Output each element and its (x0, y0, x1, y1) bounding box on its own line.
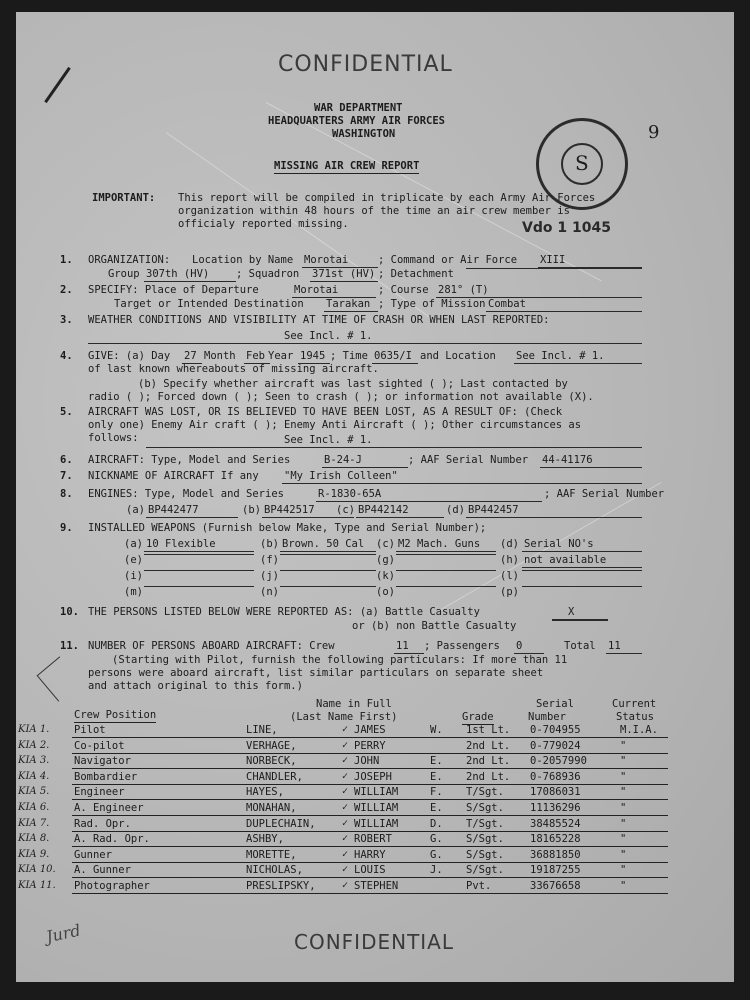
weapon-n-field (280, 586, 376, 587)
weapon-e-field (144, 554, 254, 555)
dept-line-1: WAR DEPARTMENT (314, 102, 403, 114)
row-kia-note: KIA 3. (18, 755, 50, 766)
confidential-stamp-bottom: CONFIDENTIAL (294, 930, 455, 954)
weapon-p-field (522, 586, 642, 587)
row-rule-line (72, 784, 668, 785)
number-line-2: (Starting with Pilot, furnish the following particulars: If more than 11 (112, 654, 568, 666)
lost-line-1: AIRCRAFT WAS LOST, OR IS BELIEVED TO HAVE BEEN LOST, AS A RESULT OF: (Check (88, 406, 563, 418)
row-rule-line (72, 846, 668, 847)
location-field: Morotai (302, 254, 378, 268)
target-field: Tarakan (324, 298, 378, 312)
row-kia-note: KIA 1. (18, 724, 50, 735)
weapon-p-label: (p) (500, 586, 519, 598)
important-label: IMPORTANT: (92, 192, 156, 204)
row-status: " (620, 771, 627, 783)
row-last-name: VERHAGE, (246, 740, 297, 752)
time-field: 0635/I (372, 350, 418, 364)
row-grade: 2nd Lt. (466, 771, 511, 783)
row-middle-initial: J. (430, 864, 443, 876)
group-label: Group (108, 268, 140, 280)
handwritten-scribble (37, 656, 82, 701)
dept-line-2: HEADQUARTERS ARMY AIR FORCES (268, 115, 446, 127)
row-status: " (620, 755, 627, 767)
engines-label: ENGINES: Type, Model and Series (88, 488, 284, 500)
weapon-g-label: (g) (376, 554, 395, 566)
item-10-number: 10. (60, 606, 79, 618)
header-name-2: (Last Name First) (290, 711, 398, 723)
row-first-name: WILLIAM (354, 818, 399, 830)
row-grade: S/Sgt. (466, 849, 504, 861)
crew-field: 11 (394, 640, 424, 654)
engine-b-field: BP442517 (262, 504, 354, 518)
weapon-h-field: not available (522, 554, 642, 568)
row-serial: 0-704955 (530, 724, 581, 736)
row-rule-line (72, 815, 668, 816)
weapon-h-label: (h) (500, 554, 519, 566)
row-last-name: NICHOLAS, (246, 864, 303, 876)
row-last-name: CHANDLER, (246, 771, 303, 783)
row-grade: S/Sgt. (466, 802, 504, 814)
passengers-field: 0 (514, 640, 544, 654)
row-status: " (620, 818, 627, 830)
weapon-c-label: (c) (376, 538, 395, 550)
row-grade: 2nd Lt. (466, 755, 511, 767)
row-position: Engineer (74, 786, 125, 798)
give-line-2: of last known whereabouts of missing aircraft. (88, 363, 379, 375)
give-line-4: radio ( ); Forced down ( ); Seen to crash ( ); or information not available (X). (88, 391, 594, 403)
weapon-k-field (396, 570, 496, 571)
row-position: Gunner (74, 849, 112, 861)
engines-serial-label: ; AAF Serial Number (544, 488, 665, 500)
item-8-number: 8. (60, 488, 73, 500)
header-grade: Grade (462, 711, 494, 723)
seal-caption: Vdo 1 1045 (522, 220, 611, 236)
aircraft-field: B-24-J (322, 454, 408, 468)
row-serial: 17086031 (530, 786, 581, 798)
weapon-l-field (522, 570, 642, 571)
check-mark-icon: ✓ (342, 740, 349, 751)
detachment-field (466, 268, 642, 269)
time-label: ; Time (330, 350, 368, 362)
engines-field: R-1830-65A (316, 488, 542, 502)
check-mark-icon: ✓ (342, 818, 349, 829)
check-mark-icon: ✓ (342, 833, 349, 844)
row-kia-note: KIA 5. (18, 786, 50, 797)
row-first-name: WILLIAM (354, 802, 399, 814)
row-serial: 18165228 (530, 833, 581, 845)
nickname-field: "My Irish Colleen" (282, 470, 642, 484)
row-first-name: JOSEPH (354, 771, 392, 783)
weapon-g-field (396, 554, 496, 555)
lost-line-2: only one) Enemy Air craft ( ); Enemy Anti Aircraft ( ); Other circumstances as (88, 419, 582, 431)
row-last-name: DUPLECHAIN, (246, 818, 316, 830)
row-middle-initial: E. (430, 802, 443, 814)
weapon-d-field: Serial NO's (522, 538, 642, 552)
weapon-d-label: (d) (500, 538, 519, 550)
row-position: Rad. Opr. (74, 818, 131, 830)
row-position: Co-pilot (74, 740, 125, 752)
handwritten-signature: Jurd (44, 920, 83, 947)
row-grade: 2nd Lt. (466, 740, 511, 752)
row-serial: 0-779024 (530, 740, 581, 752)
important-line-3: officialy reported missing. (178, 218, 349, 230)
weapon-a-field: 10 Flexible (144, 538, 254, 552)
total-field: 11 (606, 640, 642, 654)
number-label: NUMBER OF PERSONS ABOARD AIRCRAFT: Crew (88, 640, 335, 652)
row-rule-line (72, 799, 668, 800)
item-11-number: 11. (60, 640, 79, 652)
row-last-name: NORBECK, (246, 755, 297, 767)
dept-line-3: WASHINGTON (332, 128, 396, 140)
item-3-number: 3. (60, 314, 73, 326)
row-rule-line (72, 862, 668, 863)
row-rule-line (72, 831, 668, 832)
row-grade: S/Sgt. (466, 833, 504, 845)
check-mark-icon: ✓ (342, 802, 349, 813)
row-first-name: PERRY (354, 740, 386, 752)
header-serial-1: Serial (536, 698, 574, 710)
target-label: Target or Intended Destination (114, 298, 304, 310)
row-status: " (620, 833, 627, 845)
row-middle-initial: F. (430, 786, 443, 798)
weapon-i-field (144, 570, 254, 571)
check-mark-icon: ✓ (342, 880, 349, 891)
confidential-stamp-top: CONFIDENTIAL (278, 52, 453, 77)
weapon-f-label: (f) (260, 554, 279, 566)
item-7-number: 7. (60, 470, 73, 482)
total-label: Total (564, 640, 596, 652)
month-field: Feb (244, 350, 270, 364)
engine-a-label: (a) (126, 504, 145, 516)
weapon-m-field (144, 586, 254, 587)
engine-d-label: (d) (446, 504, 465, 516)
header-status-2: Status (616, 711, 654, 723)
row-position: Navigator (74, 755, 131, 767)
row-position: Pilot (74, 724, 106, 736)
row-rule-line (72, 893, 668, 894)
weapon-j-field (280, 570, 376, 571)
row-kia-note: KIA 6. (18, 802, 50, 813)
row-serial: 38485524 (530, 818, 581, 830)
mission-field: Combat (486, 298, 642, 312)
nickname-label: NICKNAME OF AIRCRAFT If any (88, 470, 259, 482)
row-serial: 36881850 (530, 849, 581, 861)
year-field: 1945 (298, 350, 330, 364)
weapon-f-field (280, 554, 376, 555)
row-rule-line (72, 768, 668, 769)
item-2-number: 2. (60, 284, 73, 296)
row-rule-line (72, 737, 668, 738)
course-label: ; Course (378, 284, 429, 296)
row-first-name: JOHN (354, 755, 380, 767)
weapon-l-label: (l) (500, 570, 519, 582)
engine-a-field: BP442477 (146, 504, 238, 518)
weapon-o-label: (o) (376, 586, 395, 598)
engine-d-field: BP442457 (466, 504, 642, 518)
give-line-3: (b) Specify whether aircraft was last sighted ( ); Last contacted by (138, 378, 568, 390)
engine-c-field: BP442142 (356, 504, 444, 518)
row-last-name: LINE, (246, 724, 278, 736)
row-grade: T/Sgt. (466, 786, 504, 798)
weather-field: See Incl. # 1. (88, 330, 642, 344)
row-middle-initial: G. (430, 849, 443, 861)
year-label: Year (268, 350, 294, 362)
month-label: Month (204, 350, 236, 362)
row-kia-note: KIA 11. (18, 880, 56, 891)
check-mark-icon: ✓ (342, 755, 349, 766)
number-line-4: and attach original to this form.) (88, 680, 303, 692)
row-kia-note: KIA 7. (18, 818, 50, 829)
weapon-b-field: Brown. 50 Cal (280, 538, 376, 552)
pen-mark (44, 67, 71, 103)
row-last-name: PRESLIPSKY, (246, 880, 316, 892)
row-kia-note: KIA 10. (18, 864, 56, 875)
row-middle-initial: W. (430, 724, 443, 736)
organization-label: ORGANIZATION: (88, 254, 171, 266)
give-label: GIVE: (a) Day (88, 350, 171, 362)
row-rule-line (72, 753, 668, 754)
handwritten-mark: 9 (648, 122, 660, 143)
row-status: " (620, 849, 627, 861)
squadron-field: 371st (HV) (310, 268, 378, 282)
weapons-label: INSTALLED WEAPONS (Furnish below Make, Type and Serial Number); (88, 522, 487, 534)
row-grade: Pvt. (466, 880, 492, 892)
weapon-i-label: (i) (124, 570, 143, 582)
engine-b-label: (b) (242, 504, 261, 516)
row-kia-note: KIA 2. (18, 740, 50, 751)
non-battle-field (552, 620, 608, 621)
row-grade: 1st Lt. (466, 724, 511, 736)
important-line-2: organization within 48 hours of the time an air crew member is (178, 205, 570, 217)
row-kia-note: KIA 9. (18, 849, 50, 860)
persons-line-2: or (b) non Battle Casualty (352, 620, 517, 632)
location-label: Location by Name (192, 254, 294, 266)
mission-label: ; Type of Mission (378, 298, 486, 310)
number-line-3: persons were aboard aircraft, list similar particulars on separate sheet (88, 667, 544, 679)
battle-casualty-field: X (552, 606, 608, 620)
location-4-field: See Incl. # 1. (514, 350, 642, 364)
row-grade: T/Sgt. (466, 818, 504, 830)
item-1-number: 1. (60, 254, 73, 266)
weapon-a-label: (a) (124, 538, 143, 550)
squadron-label: ; Squadron (236, 268, 300, 280)
row-status: " (620, 740, 627, 752)
header-position: Crew Position (74, 709, 157, 721)
row-position: A. Gunner (74, 864, 131, 876)
received-seal (536, 118, 628, 210)
item-4-number: 4. (60, 350, 73, 362)
detachment-label: ; Detachment (378, 268, 454, 280)
row-middle-initial: E. (430, 771, 443, 783)
row-middle-initial: D. (430, 818, 443, 830)
row-last-name: MORETTE, (246, 849, 297, 861)
check-mark-icon: ✓ (342, 724, 349, 735)
row-status: " (620, 786, 627, 798)
row-first-name: STEPHEN (354, 880, 399, 892)
course-field: 281° (T) (436, 284, 642, 298)
row-last-name: MONAHAN, (246, 802, 297, 814)
row-kia-note: KIA 4. (18, 771, 50, 782)
command-label: ; Command or Air Force (378, 254, 518, 266)
persons-label: THE PERSONS LISTED BELOW WERE REPORTED AS: (a) Battle Casualty (88, 606, 480, 618)
page-title: MISSING AIR CREW REPORT (274, 160, 420, 172)
row-serial: 11136296 (530, 802, 581, 814)
weapon-m-label: (m) (124, 586, 143, 598)
weapon-c-field: M2 Mach. Guns (396, 538, 496, 552)
aaf-serial-field: 44-41176 (540, 454, 642, 468)
row-grade: S/Sgt. (466, 864, 504, 876)
weapon-j-label: (j) (260, 570, 279, 582)
header-status-1: Current (612, 698, 657, 710)
row-first-name: HARRY (354, 849, 386, 861)
row-last-name: ASHBY, (246, 833, 284, 845)
row-position: A. Rad. Opr. (74, 833, 150, 845)
group-field: 307th (HV) (144, 268, 236, 282)
item-6-number: 6. (60, 454, 73, 466)
seal-center: S (561, 143, 603, 185)
row-position: Bombardier (74, 771, 138, 783)
row-rule-line (72, 877, 668, 878)
weapon-e-label: (e) (124, 554, 143, 566)
departure-field: Morotai (292, 284, 376, 298)
specify-label: SPECIFY: Place of Departure (88, 284, 259, 296)
row-first-name: WILLIAM (354, 786, 399, 798)
weapon-n-label: (n) (260, 586, 279, 598)
and-location-label: and Location (420, 350, 496, 362)
row-serial: 19187255 (530, 864, 581, 876)
row-middle-initial: G. (430, 833, 443, 845)
item-9-number: 9. (60, 522, 73, 534)
lost-field: See Incl. # 1. (146, 434, 642, 448)
row-status: " (620, 802, 627, 814)
row-status: " (620, 880, 627, 892)
passengers-label: ; Passengers (424, 640, 500, 652)
row-first-name: ROBERT (354, 833, 392, 845)
row-last-name: HAYES, (246, 786, 284, 798)
day-field: 27 (182, 350, 202, 364)
check-mark-icon: ✓ (342, 771, 349, 782)
check-mark-icon: ✓ (342, 864, 349, 875)
check-mark-icon: ✓ (342, 849, 349, 860)
lost-line-3: follows: (88, 432, 139, 444)
item-5-number: 5. (60, 406, 73, 418)
weapon-k-label: (k) (376, 570, 395, 582)
row-first-name: LOUIS (354, 864, 386, 876)
engine-c-label: (c) (336, 504, 355, 516)
header-serial-2: Number (528, 711, 566, 723)
row-first-name: JAMES (354, 724, 386, 736)
row-position: A. Engineer (74, 802, 144, 814)
header-name-1: Name in Full (316, 698, 392, 710)
document-page (16, 12, 734, 982)
row-serial: 0-768936 (530, 771, 581, 783)
row-kia-note: KIA 8. (18, 833, 50, 844)
weapon-b-label: (b) (260, 538, 279, 550)
row-serial: 0-2057990 (530, 755, 587, 767)
row-status: M.I.A. (620, 724, 658, 736)
row-serial: 33676658 (530, 880, 581, 892)
aaf-serial-label: ; AAF Serial Number (408, 454, 529, 466)
weather-label: WEATHER CONDITIONS AND VISIBILITY AT TIME OF CRASH OR WHEN LAST REPORTED: (88, 314, 550, 326)
aircraft-label: AIRCRAFT: Type, Model and Series (88, 454, 291, 466)
row-status: " (620, 864, 627, 876)
weapon-o-field (396, 586, 496, 587)
row-middle-initial: E. (430, 755, 443, 767)
important-line-1: This report will be compiled in triplicate by each Army Air Forces (178, 192, 596, 204)
row-position: Photographer (74, 880, 150, 892)
check-mark-icon: ✓ (342, 786, 349, 797)
command-field: XIII (538, 254, 642, 268)
